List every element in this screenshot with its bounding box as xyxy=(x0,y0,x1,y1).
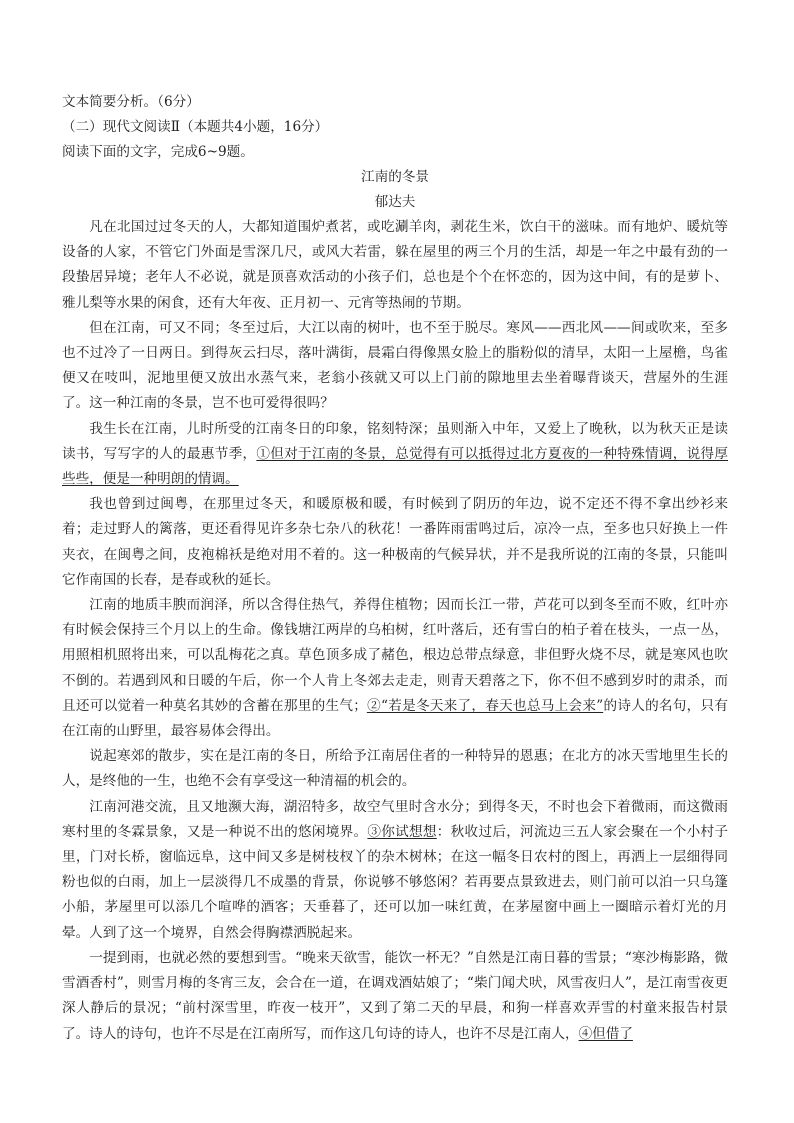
underlined-phrase-3: ③你试想想 xyxy=(367,823,437,840)
paragraph-7-text: 江南河港交流，且又地濒大海，湖沼特多，故空气里时含水分；到得冬天，不时也会下着微雨，而这微雨寒村里的冬霖景象，又是一种说不出的悠闲境界。 xyxy=(62,798,728,840)
underlined-sentence-2: ②“若是冬天来了，春天也总马上会来” xyxy=(366,697,604,714)
paragraph-8 xyxy=(62,946,728,1047)
instruction-text: 阅读下面的文字，完成6~9题。 xyxy=(62,144,254,160)
paragraph-5 xyxy=(62,593,728,744)
paragraph-3 xyxy=(62,417,728,493)
paragraph-4: 我也曾到过闽粤，在那里过冬天，和暖原极和暖，有时候到了阴历的年边，说不定还不得不拿出纱衫来着；走过野人的篱落，更还看得见许多杂七杂八的秋花！一番阵雨雷鸣过后，凉冷一点，至多也只好换上一件夹衣，在闽粤之间，皮袍棉袄是绝对用不着的。这一种极南的气候异状，并不是我所说的江南的冬景，只能叫它作南国的长春，是春或秋的延长。 xyxy=(62,496,728,588)
paragraph-8-text: 一提到雨，也就必然的要想到雪。“晚来天欲雪，能饮一杯无？”自然是江南日暮的雪景；“寒沙梅影路，微雪酒香村”，则雪月梅的冬宵三友，会合在一道，在调戏酒姑娘了；“柴门闻犬吠，风雪夜归人”，是江南雪夜更深人静后的景况；“前村深雪里，昨夜一枝开”，又到了第二天的早晨，和狗一样喜欢弄雪的村童来报告村景了。诗人的诗句，也许不尽是在江南所写，而作这几句诗的诗人，也许不尽是江南人， xyxy=(62,949,728,1042)
underlined-phrase-4: ④但借了 xyxy=(578,1025,633,1042)
paragraph-7-tail: ：秋收过后，河流边三五人家会聚在一个小村子里，门对长桥，窗临远阜，这中间又多是树枝杈丫的杂木树林；在这一幅冬日农村的图上，再洒上一层细得同粉也似的白雨，加上一层淡得几不成墨的背景，你说够不够悠闲？若再要点景致进去，则门前可以泊一只乌篷小船，茅屋里可以添几个喧哗的酒客；天垂暮了，还可以加一味红黄，在茅屋窗中画上一圈暗示着灯光的月晕。人到了这一个境界，自然会得胸襟洒脱起来。 xyxy=(62,823,729,941)
paragraph-6: 说起寒郊的散步，实在是江南的冬日，所给予江南居住者的一种特异的恩惠；在北方的冰天雪地里生长的人，是终他的一生，也绝不会有享受这一种清福的机会的。 xyxy=(62,748,728,790)
paragraph-5-text: 江南的地质丰腴而润泽，所以含得住热气，养得住植物；因而长江一带，芦花可以到冬至而不败，红叶亦有时候会保持三个月以上的生命。像钱塘江两岸的乌桕树，红叶落后，还有雪白的柏子着在枝头，一点一丛，用照相机照将出来，可以乱梅花之真。草色顶多成了赭色，根边总带点绿意，非但野火烧不尽，就是寒风也吹不倒的。若遇到风和日暖的午后，你一个人肯上冬郊去走走，则青天碧落之下，你不但不感到岁时的肃杀，而且还可以觉着一种莫名其妙的含蓄在那里的生气； xyxy=(62,597,728,714)
paragraph-5-tail: 的诗人的名句，只有在江南的山野里，最容易体会得出。 xyxy=(62,697,729,740)
paragraph-3-text: 我生长在江南，儿时所受的江南冬日的印象，铭刻特深；虽则渐入中年，又爱上了晚秋，以为秋天正是读读书，写写字的人的最惠节季， xyxy=(62,420,728,462)
paragraph-2: 但在江南，可又不同；冬至过后，大江以南的树叶，也不至于脱尽。寒风——西北风——间或吹来，至多也不过冷了一日两日。到得灰云扫尽，落叶满街，晨霜白得像黑女脸上的脂粉似的清早，太阳一上屋檐，鸟雀便又在吱叫，泥地里便又放出水蒸气来，老翁小孩就又可以上门前的隙地里去坐着曝背谈天，营屋外的生涯了。这一种江南的冬景，岂不也可爱得很吗？ xyxy=(62,319,728,412)
article-author: 郁达夫 xyxy=(374,194,416,210)
prev-question-tail: 文本简要分析。（6分） xyxy=(62,94,200,110)
paragraph-7 xyxy=(62,795,728,946)
underlined-sentence-1: ①但对于江南的冬景，总觉得有可以抵得过北方夏夜的一种特殊情调，说得厚些些，便是一种明朗的情调。 xyxy=(62,445,729,488)
paragraph-1: 凡在北国过过冬天的人，大都知道围炉煮茗，或吃涮羊肉，剥花生米，饮白干的滋味。而有地炉、暖炕等设备的人家，不管它门外面是雪深几尺，或风大若雷，躲在屋里的两三个月的生活，却是一年之中最有劲的一段蛰居异境；老年人不必说，就是顶喜欢活动的小孩子们，总也是个个在怀恋的，因为这中间，有的是萝卜、雅儿梨等水果的闲食，还有大年夜、正月初一、元宵等热闹的节期。 xyxy=(62,219,728,311)
article-title: 江南的冬景 xyxy=(361,169,429,185)
section-heading: （二）现代文阅读Ⅱ（本题共4小题，16分） xyxy=(62,119,329,135)
